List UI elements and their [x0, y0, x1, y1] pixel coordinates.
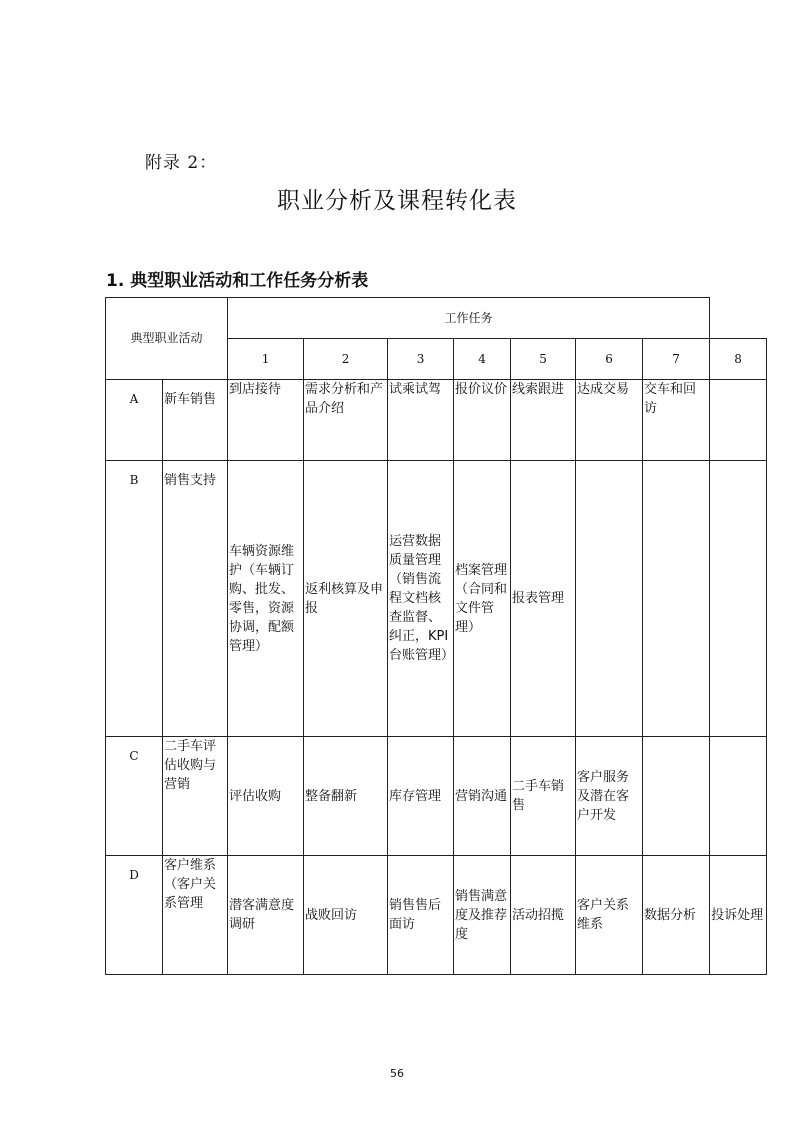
- task-cell: 需求分析和产品介绍: [304, 380, 388, 461]
- header-tasks: 工作任务: [228, 298, 710, 339]
- activity-name: 新车销售: [163, 380, 228, 461]
- activity-name: 客户维系（客户关系管理: [163, 856, 228, 975]
- task-cell: [710, 461, 767, 737]
- task-number: 2: [304, 339, 388, 380]
- task-number: 3: [388, 339, 454, 380]
- task-cell: 达成交易: [576, 380, 643, 461]
- task-cell: 活动招揽: [511, 856, 576, 975]
- task-cell: [643, 461, 710, 737]
- task-cell: 战败回访: [304, 856, 388, 975]
- task-number: 7: [643, 339, 710, 380]
- header-row: [106, 298, 767, 339]
- task-cell: 库存管理: [388, 737, 454, 856]
- section-heading: 1. 典型职业活动和工作任务分析表: [106, 271, 369, 291]
- task-number: 4: [454, 339, 511, 380]
- table-row: [106, 461, 767, 737]
- task-cell: 报表管理: [511, 461, 576, 737]
- task-cell: 销售满意度及推荐度: [454, 856, 511, 975]
- task-cell: 车辆资源维护（车辆订购、批发、零售，资源协调，配额管理）: [228, 461, 304, 737]
- activity-code: D: [106, 856, 163, 975]
- task-cell: 客户服务及潜在客户开发: [576, 737, 643, 856]
- task-cell: 二手车销售: [511, 737, 576, 856]
- task-cell: 潜客满意度调研: [228, 856, 304, 975]
- task-cell: [576, 461, 643, 737]
- table-row: [106, 856, 767, 975]
- table-row: [106, 737, 767, 856]
- task-cell: 数据分析: [643, 856, 710, 975]
- activity-task-table: [105, 297, 767, 975]
- task-cell: [710, 380, 767, 461]
- task-number: 6: [576, 339, 643, 380]
- task-cell: 试乘试驾: [388, 380, 454, 461]
- task-cell: 评估收购: [228, 737, 304, 856]
- task-cell: 到店接待: [228, 380, 304, 461]
- page-number: 56: [390, 1067, 404, 1080]
- activity-code: C: [106, 737, 163, 856]
- task-cell: 整备翻新: [304, 737, 388, 856]
- task-cell: 档案管理（合同和文件管理）: [454, 461, 511, 737]
- task-number: 5: [511, 339, 576, 380]
- activity-code: A: [106, 380, 163, 461]
- task-cell: 报价议价: [454, 380, 511, 461]
- task-cell: 返利核算及申报: [304, 461, 388, 737]
- activity-code: B: [106, 461, 163, 737]
- task-cell: 投诉处理: [710, 856, 767, 975]
- task-cell: 运营数据质量管理（销售流程文档核查监督、纠正，KPI台账管理）: [388, 461, 454, 737]
- appendix-label: 附录 2：: [145, 153, 218, 173]
- table-row: [106, 380, 767, 461]
- header-activity: 典型职业活动: [106, 298, 228, 380]
- activity-name: 二手车评估收购与营销: [163, 737, 228, 856]
- task-cell: 客户关系维系: [576, 856, 643, 975]
- activity-name: 销售支持: [163, 461, 228, 737]
- task-cell: [643, 737, 710, 856]
- task-number: 8: [710, 339, 767, 380]
- task-cell: 线索跟进: [511, 380, 576, 461]
- task-cell: [710, 737, 767, 856]
- task-number: 1: [228, 339, 304, 380]
- page-title: 职业分析及课程转化表: [277, 188, 517, 214]
- task-cell: 营销沟通: [454, 737, 511, 856]
- task-cell: 交车和回访: [643, 380, 710, 461]
- task-cell: 销售售后面访: [388, 856, 454, 975]
